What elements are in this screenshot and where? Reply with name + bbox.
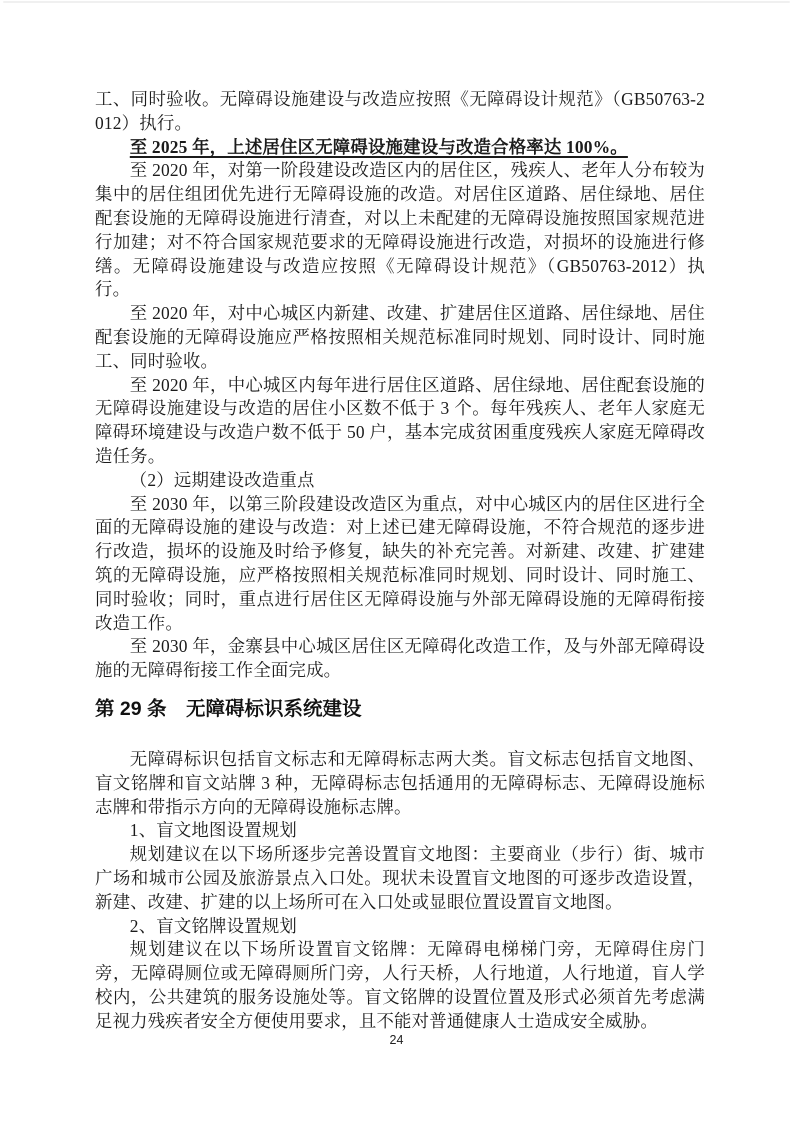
page-edge-artifact [3, 1, 790, 3]
paragraph: 至 2020 年，中心城区内每年进行居住区道路、居住绿地、居住配套设施的无障碍设施建设与改造的居住小区数不低于 3 个。每年残疾人、老年人家庭无障碍环境建设与改造户数不低于 50 户，基本完成贫困重度残疾人家庭无障碍改造任务。 [95, 374, 705, 466]
list-item-heading: （2）远期建设改造重点 [129, 469, 315, 490]
paragraph: 无障碍标识包括盲文标志和无障碍标志两大类。盲文标志包括盲文地图、盲文铭牌和盲文站牌 3 种，无障碍标志包括通用的无障碍标志、无障碍设施标志牌和带指示方向的无障碍设施标志牌。 [95, 748, 705, 817]
underlined-text: 至 2025 年，上述居住区无障碍设施建设与改造合格率达 100%。 [129, 136, 628, 157]
paragraph: 规划建议在以下场所设置盲文铭牌：无障碍电梯梯门旁，无障碍住房门旁，无障碍厕位或无障碍厕所门旁，人行天桥，人行地道，人行地道，盲人学校内，公共建筑的服务设施处等。盲文铭牌的设置位置及形式必须首先考虑满足视力残疾者安全方便使用要求，且不能对普通健康人士造成安全威胁。 [95, 939, 705, 1031]
paragraph: 规划建议在以下场所逐步完善设置盲文地图：主要商业（步行）街、城市广场和城市公园及旅游景点入口处。现状未设置盲文地图的可逐步改造设置，新建、改建、扩建的以上场所可在入口处或显眼位置设置盲文地图。 [95, 844, 705, 912]
document-body [95, 88, 705, 1033]
section-heading: 第 29 条 无障碍标识系统建设 [95, 697, 362, 720]
paragraph: 至 2020 年，对中心城区内新建、改建、扩建居住区道路、居住绿地、居住配套设施的无障碍设施应严格按照相关规范标准同时规划、同时设计、同时施工、同时验收。 [95, 303, 705, 371]
paragraph-continuation: 工、同时验收。无障碍设施建设与改造应按照《无障碍设计规范》（GB50763-2012）执行。 [95, 89, 705, 133]
emphasis-target-line [95, 136, 705, 160]
paragraph: 至 2020 年，对第一阶段建设改造区内的居住区，残疾人、老年人分布较为集中的居住组团优先进行无障碍设施的改造。对居住区道路、居住绿地、居住配套设施的无障碍设施进行清查，对以上未配建的无障碍设施按照国家规范进行加建；对不符合国家规范要求的无障碍设施进行改造，对损坏的设施进行修缮。无障碍设施建设与改造应按照《无障碍设计规范》（GB50763-2012）执行。 [95, 160, 705, 300]
list-item-heading: 1、盲文地图设置规划 [129, 820, 298, 841]
paragraph: 至 2030 年，金寨县中心城区居住区无障碍化改造工作，及与外部无障碍设施的无障碍衔接工作全面完成。 [95, 636, 705, 681]
paragraph: 至 2030 年，以第三阶段建设改造区为重点，对中心城区内的居住区进行全面的无障碍设施的建设与改造：对上述已建无障碍设施，不符合规范的逐步进行改造，损坏的设施及时给予修复，缺失的补充完善。对新建、改建、扩建建筑的无障碍设施，应严格按照相关规范标准同时规划、同时设计、同时施工、同时验收；同时，重点进行居住区无障碍设施与外部无障碍设施的无障碍衔接改造工作。 [95, 493, 705, 633]
page-number: 24 [389, 1033, 404, 1047]
list-item-heading: 2、盲文铭牌设置规划 [129, 915, 298, 936]
